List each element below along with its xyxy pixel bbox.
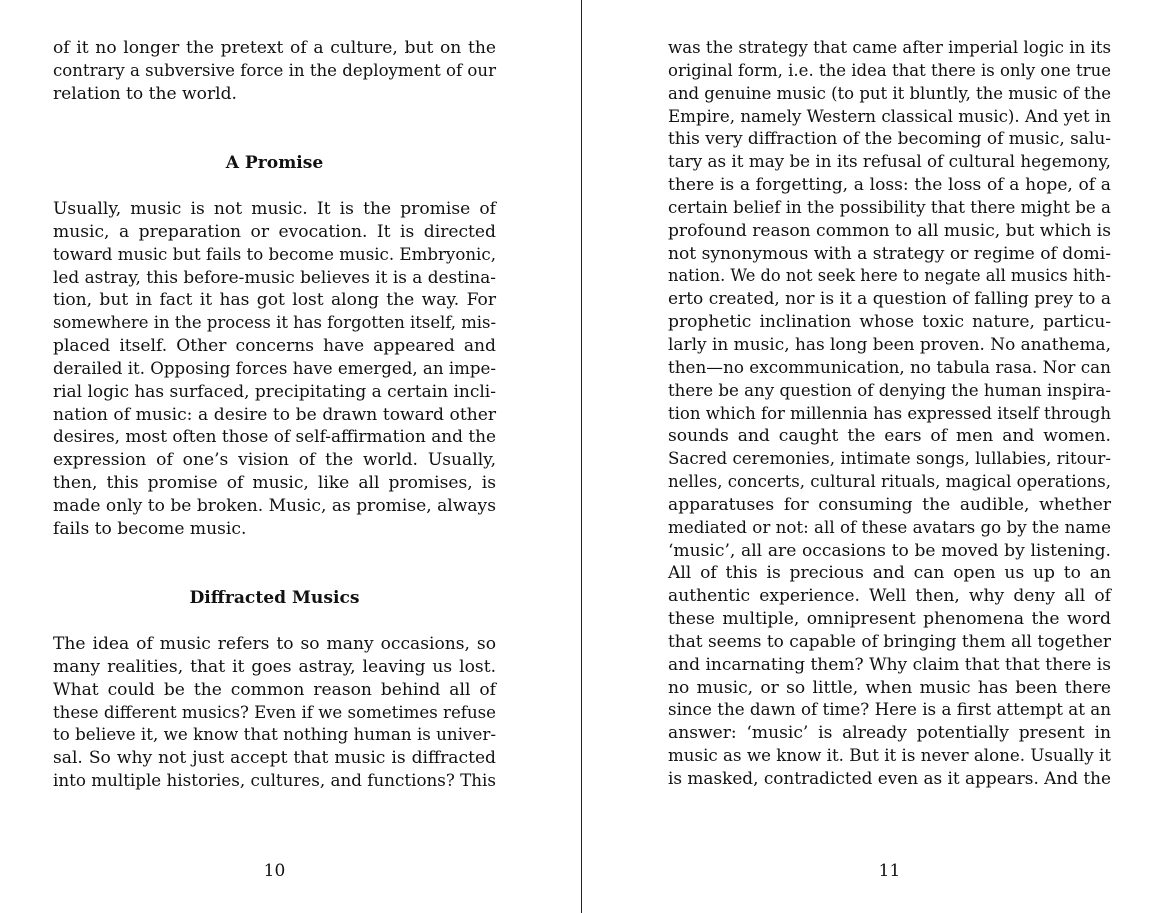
text-line: erto created, nor is it a question of falling prey to a bbox=[668, 289, 1111, 310]
text-line: Usually, music is not music. It is the promise of bbox=[53, 199, 496, 219]
text-line: not synonymous with a strategy or regime of domi- bbox=[668, 243, 1111, 264]
text-line: no music, or so little, when music has been there bbox=[668, 677, 1111, 698]
text-line: desires, most often those of self-affirmation and the bbox=[53, 427, 497, 448]
text-line: rial logic has surfaced, precipitating a certain incli- bbox=[53, 381, 496, 402]
text-line: answer: ‘music’ is already potentially present in bbox=[668, 723, 1111, 744]
text-line: nation. We do not seek here to negate all musics hith- bbox=[668, 266, 1111, 287]
text-line: made only to be broken. Music, as promise, always bbox=[53, 495, 496, 516]
section-heading-diffracted-musics: Diffracted Musics bbox=[189, 588, 360, 608]
text-line: nation of music: a desire to be drawn toward other bbox=[53, 404, 496, 425]
text-line: to believe it, we know that nothing human is univer- bbox=[53, 725, 497, 746]
text-line: tion which for millennia has expressed itself through bbox=[668, 403, 1111, 424]
opening-paragraph bbox=[53, 37, 496, 106]
text-line: contrary a subversive force in the deployment of our bbox=[53, 60, 497, 81]
text-line: into multiple histories, cultures, and functions? This bbox=[53, 771, 496, 792]
text-line: Empire, namely Western classical music). And yet in bbox=[668, 106, 1111, 127]
text-line: All of this is precious and can open us up to an bbox=[668, 563, 1111, 584]
text-line: then—no excommunication, no tabula rasa. Nor can bbox=[668, 357, 1111, 378]
text-line: is masked, contradicted even as it appears. And the bbox=[668, 769, 1111, 789]
text-line: then, this promise of music, like all promises, is bbox=[53, 473, 496, 494]
text-line: tion, but in fact it has got lost along the way. For bbox=[53, 290, 496, 311]
text-line: tary as it may be in its refusal of cultural hegemony, bbox=[668, 152, 1111, 173]
text-line: relation to the world. bbox=[53, 83, 237, 104]
text-line: prophetic inclination whose toxic nature, particu- bbox=[668, 312, 1111, 333]
text-line: many realities, that it goes astray, leaving us lost. bbox=[53, 656, 496, 677]
text-line: and genuine music (to put it bluntly, the music of the bbox=[668, 83, 1111, 104]
text-line: somewhere in the process it has forgotten itself, mis- bbox=[53, 313, 497, 334]
page-number-right: 11 bbox=[878, 861, 901, 881]
text-line: sounds and caught the ears of men and women. bbox=[668, 426, 1111, 447]
promise-paragraph bbox=[53, 198, 496, 541]
text-line: of it no longer the pretext of a culture, but on the bbox=[53, 38, 496, 58]
left-page bbox=[0, 0, 581, 913]
text-line: there be any question of denying the human inspira- bbox=[668, 380, 1112, 401]
text-line: was the strategy that came after imperial logic in its bbox=[668, 38, 1112, 58]
text-line: larly in music, has long been proven. No anathema, bbox=[668, 334, 1111, 355]
text-line: led astray, this before-music believes it is a destina- bbox=[53, 267, 496, 288]
text-line: expression of one’s vision of the world. Usually, bbox=[53, 450, 496, 471]
text-line: original form, i.e. the idea that there is only one true bbox=[668, 60, 1112, 81]
text-line: mediated or not: all of these avatars go by the name bbox=[668, 517, 1111, 538]
text-line: ‘music’, all are occasions to be moved by listening. bbox=[668, 540, 1111, 561]
text-line: there is a forgetting, a loss: the loss of a hope, of a bbox=[668, 175, 1111, 196]
text-line: toward music but fails to become music. Embryonic, bbox=[53, 244, 496, 265]
section-heading-a-promise: A Promise bbox=[225, 153, 324, 173]
text-line: Sacred ceremonies, intimate songs, lullabies, ritour- bbox=[668, 449, 1112, 470]
continuation-paragraph bbox=[668, 37, 1111, 791]
text-line: nelles, concerts, cultural rituals, magical operations, bbox=[668, 472, 1112, 493]
text-line: placed itself. Other concerns have appeared and bbox=[53, 336, 496, 357]
text-line: profound reason common to all music, but which is bbox=[668, 220, 1111, 241]
text-line: apparatuses for consuming the audible, whether bbox=[668, 494, 1111, 515]
text-line: sal. So why not just accept that music is diffracted bbox=[53, 748, 496, 769]
text-line: this very diffraction of the becoming of music, salu- bbox=[668, 129, 1111, 150]
text-line: The idea of music refers to so many occasions, so bbox=[53, 634, 496, 654]
text-line: What could be the common reason behind all of bbox=[53, 679, 496, 700]
text-line: certain belief in the possibility that there might be a bbox=[668, 197, 1111, 218]
right-page bbox=[582, 0, 1163, 913]
text-line: music, a preparation or evocation. It is directed bbox=[53, 221, 496, 242]
text-line: and incarnating them? Why claim that that there is bbox=[668, 654, 1111, 675]
text-line: fails to become music. bbox=[53, 518, 247, 539]
page-number-left: 10 bbox=[263, 861, 286, 881]
text-line: that seems to capable of bringing them all together bbox=[668, 631, 1112, 652]
text-line: these multiple, omnipresent phenomena the word bbox=[668, 609, 1111, 630]
text-line: authentic experience. Well then, why deny all of bbox=[668, 586, 1111, 607]
text-line: derailed it. Opposing forces have emerged, an impe- bbox=[53, 358, 497, 379]
text-line: since the dawn of time? Here is a first attempt at an bbox=[668, 700, 1112, 721]
text-line: these different musics? Even if we sometimes refuse bbox=[53, 702, 497, 723]
text-line: music as we know it. But it is never alone. Usually it bbox=[668, 746, 1111, 767]
diffracted-paragraph bbox=[53, 633, 496, 793]
